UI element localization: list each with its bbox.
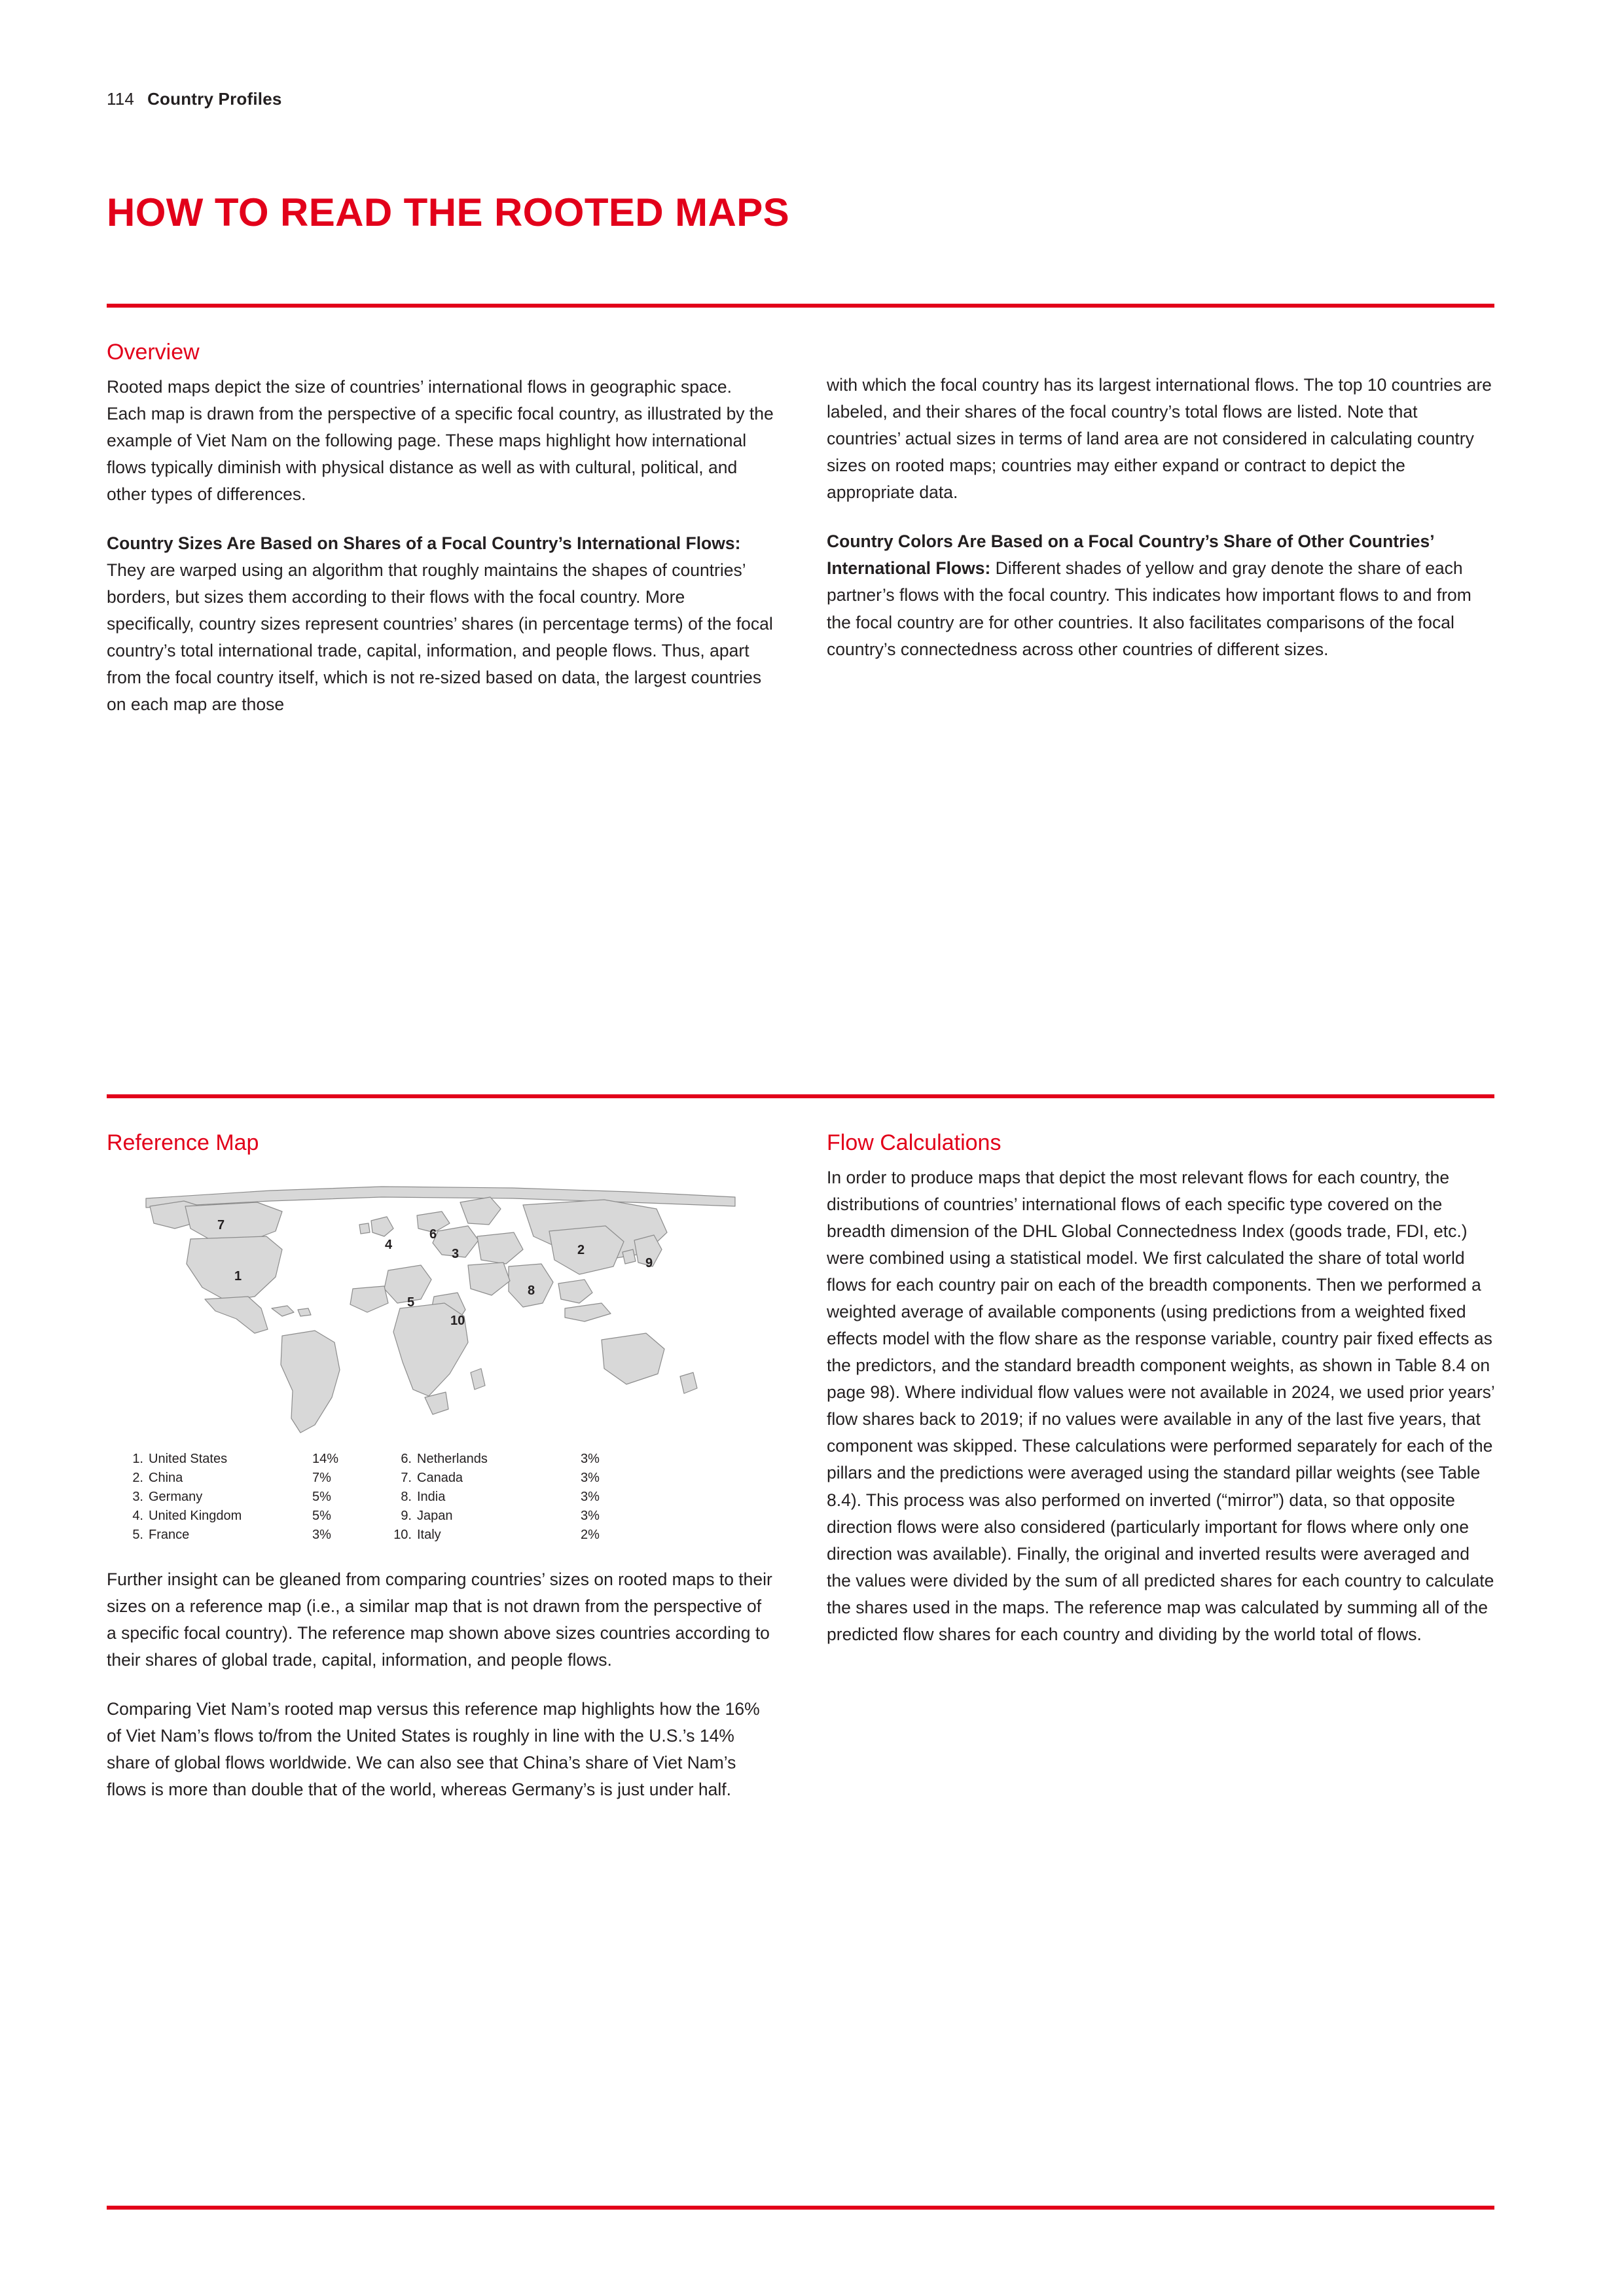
- legend-rank: 2.: [132, 1470, 143, 1485]
- map-label-3: 3: [452, 1246, 460, 1261]
- divider-middle: [107, 1094, 1494, 1098]
- map-legend: [107, 1450, 774, 1548]
- reference-map-paragraph-1: Further insight can be gleaned from comparing countries’ sizes on rooted maps to their sizes on a reference map (i.e., a similar map that is not drawn from the perspective of a specific focal country). The reference map shown above sizes countries according to their shares of global trade, capital, information, and people flows.: [107, 1569, 772, 1670]
- map-label-8: 8: [528, 1283, 535, 1298]
- legend-item: [120, 1507, 395, 1526]
- legend-share: 7%: [312, 1470, 331, 1485]
- legend-share: 3%: [581, 1489, 600, 1504]
- map-label-7: 7: [217, 1217, 225, 1232]
- legend-item: [120, 1488, 395, 1507]
- map-label-5: 5: [407, 1295, 415, 1310]
- reference-map-column: [107, 1130, 774, 1803]
- legend-rank: 9.: [401, 1508, 412, 1523]
- country-colors-body: Different shades of yellow and gray denote the share of each partner’s flows with the focal country. This indicates how important flows to and from the focal country are for other countries. It also facilitates comparisons of the focal country’s connectedness across other countries of different sizes.: [827, 558, 1471, 659]
- legend-rank: 1.: [132, 1451, 143, 1466]
- legend-rank: 6.: [401, 1451, 412, 1466]
- legend-country: Netherlands: [417, 1451, 488, 1466]
- overview-heading: Overview: [107, 340, 200, 365]
- country-colors-lead-in: Country Colors Are Based on a Focal Country’s Share of Other Countries’ International Flows:: [827, 531, 1434, 579]
- flow-calculations-column: [827, 1130, 1494, 1648]
- overview-paragraph-4: [827, 528, 1494, 662]
- legend-country: Japan: [417, 1508, 453, 1523]
- legend-rank: 7.: [401, 1470, 412, 1485]
- overview-column: [107, 339, 774, 719]
- flow-calculations-paragraph-1: In order to produce maps that depict the most relevant flows for each country, the distributions of countries’ international flows of each specific type covered on the breadth dimension of the DHL Global Connectedness Index (goods trade, FDI, etc.) were combined using a statistical model. We first calculated the share of total world flows for each country pair on each of the breadth components. Then we performed a weighted average of available components (using predictions from a weighted fixed effects model with the flow share as the response variable, country pair fixed effects as the predictors, and the standard breadth component weights, as shown in Table 8.4 on page 98). Where individual flow values were not available in 2024, we used prior years’ flow shares back to 2019; if no values were available in any of the last five years, that component was skipped. These calculations were performed separately for each of the pillars and the predictions were averaged using the standard pillar weights (see Table 8.4). This process was also performed on inverted (“mirror”) data, so that opposite direction flows were also considered (particularly important for flows where only one direction was available). Finally, the original and inverted results were averaged and the values were divided by the sum of all predicted shares for each country to calculate the shares used in the maps. The reference map was calculated by summing all of the predicted flow shares for each country and dividing by the world total of flows.: [827, 1167, 1494, 1644]
- page-number: 114: [107, 89, 135, 109]
- legend-country: United Kingdom: [149, 1508, 242, 1523]
- flow-calculations-heading: Flow Calculations: [827, 1130, 1001, 1155]
- overview-column-right: [827, 372, 1494, 663]
- legend-column-left: [120, 1450, 395, 1545]
- legend-item: [388, 1469, 663, 1488]
- legend-rank: 3.: [132, 1489, 143, 1504]
- world-map-graphic: [107, 1168, 774, 1443]
- reference-map-figure: [107, 1168, 774, 1443]
- legend-rank: 8.: [401, 1489, 412, 1504]
- map-label-9: 9: [645, 1255, 653, 1270]
- legend-country: China: [149, 1470, 183, 1485]
- legend-share: 3%: [581, 1451, 600, 1466]
- legend-item: [120, 1450, 395, 1469]
- legend-rank: 5.: [132, 1527, 143, 1542]
- legend-rank: 10.: [393, 1527, 412, 1542]
- legend-country: Italy: [417, 1527, 441, 1542]
- map-label-10: 10: [450, 1313, 465, 1328]
- legend-rank: 4.: [132, 1508, 143, 1523]
- legend-country: France: [149, 1527, 190, 1542]
- page-title: HOW TO READ THE ROOTED MAPS: [107, 190, 790, 234]
- legend-country: India: [417, 1489, 446, 1504]
- legend-country: Canada: [417, 1470, 463, 1485]
- legend-share: 2%: [581, 1527, 600, 1542]
- legend-share: 14%: [312, 1451, 339, 1466]
- map-label-2: 2: [577, 1242, 585, 1257]
- legend-country: Germany: [149, 1489, 203, 1504]
- overview-paragraph-2: [107, 530, 774, 718]
- legend-item: [388, 1526, 663, 1545]
- legend-item: [388, 1507, 663, 1526]
- running-head: [107, 89, 282, 109]
- overview-paragraph-1: Rooted maps depict the size of countries’ international flows in geographic space. Each map is drawn from the perspective of a specific focal country, as illustrated by the example of Viet Nam on the following page. These maps highlight how international flows typically diminish with physical distance as well as with cultural, political, and other types of differences.: [107, 376, 774, 505]
- reference-map-paragraph-2: Comparing Viet Nam’s rooted map versus this reference map highlights how the 16% of Viet Nam’s flows to/from the United States is roughly in line with the U.S.’s 14% share of global flows worldwide. We can also see that China’s share of Viet Nam’s flows is more than double that of the world, whereas Germany’s is just under half.: [107, 1699, 760, 1800]
- legend-share: 3%: [581, 1508, 600, 1523]
- overview-paragraph-3: with which the focal country has its largest international flows. The top 10 countries are labeled, and their shares of the focal country’s total flows are listed. Note that countries’ actual sizes in terms of land area are not considered in calculating country sizes on rooted maps; countries may either expand or contract to depict the appropriate data.: [827, 375, 1492, 503]
- legend-share: 3%: [581, 1470, 600, 1485]
- map-label-4: 4: [385, 1237, 393, 1252]
- legend-share: 5%: [312, 1489, 331, 1504]
- reference-map-heading: Reference Map: [107, 1130, 259, 1155]
- legend-share: 3%: [312, 1527, 331, 1542]
- map-label-6: 6: [429, 1227, 437, 1242]
- legend-item: [120, 1469, 395, 1488]
- legend-item: [388, 1488, 663, 1507]
- divider-bottom: [107, 2206, 1494, 2210]
- legend-item: [120, 1526, 395, 1545]
- divider-top: [107, 304, 1494, 308]
- country-sizes-body: They are warped using an algorithm that roughly maintains the shapes of countries’ borders, but sizes them according to their flows with the focal country. More specifically, country sizes represent countries’ shares (in percentage terms) of the focal country’s total international trade, capital, information, and people flows. Thus, apart from the focal country itself, which is not re-sized based on data, the largest countries on each map are those: [107, 560, 773, 715]
- legend-share: 5%: [312, 1508, 331, 1523]
- legend-country: United States: [149, 1451, 228, 1466]
- legend-item: [388, 1450, 663, 1469]
- section-name: Country Profiles: [147, 89, 282, 109]
- country-sizes-lead-in: Country Sizes Are Based on Shares of a Focal Country’s International Flows:: [107, 533, 741, 554]
- map-label-1: 1: [234, 1268, 242, 1283]
- legend-column-right: [388, 1450, 663, 1545]
